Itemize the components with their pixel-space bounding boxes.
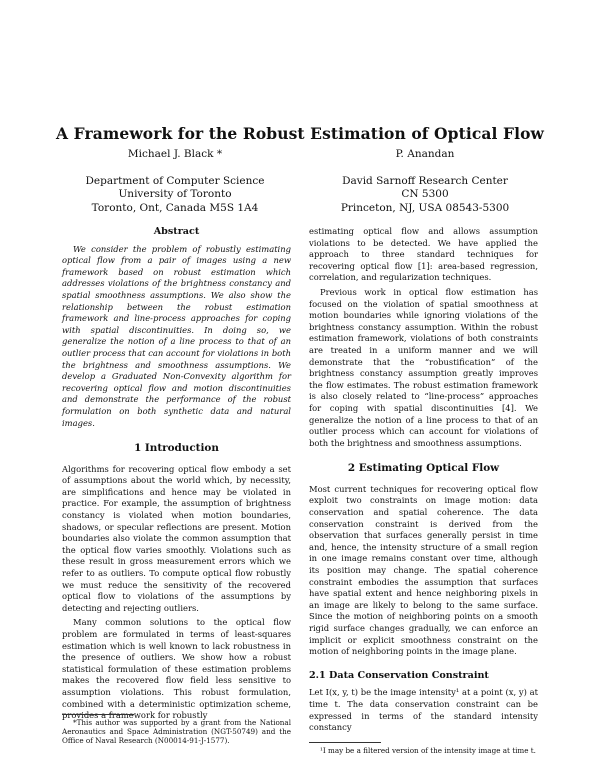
- abstract-text: We consider the problem of robustly estimating optical flow from a pair of images using a new framework based on robust estimation which addresses violations of the brightness constancy and spatial smoothness assumptions. We also show the relationship between the robust estimation framework and line-process approaches for coping with spatial discontinuities. In doing so, we generalize the notion of a line process to that of an outlier process that can account for violations in both the brightness and smoothness assumptions. We develop a Graduated Non-Convexity algorithm for recovering optical flow and motion discontinuities and demonstrate the performance of the robust formulation on both synthetic data and natural images.: [62, 243, 291, 428]
- footnote-rule: [62, 714, 134, 715]
- right-column: [309, 226, 538, 734]
- body-paragraph: Previous work in optical flow estimation has focused on the violation of spatial smoothness at motion boundaries while ignoring violations of the brightness constancy assumption. Within the robust estimation framework, violations of both constraints are treated in a uniform manner and we will demonstrate that the “robustification” of the brightness constancy assumption greatly improves the flow estimates. The robust estimation framework is also closely related to “line-process” approaches for coping with spatial discontinuities [4]. We generalize the notion of a line process to that of an outlier process which can account for violations of both the brightness and smoothness assumptions.: [309, 286, 538, 448]
- affiliation-line: CN 5300: [401, 188, 449, 200]
- affiliation-line: Toronto, Ont, Canada M5S 1A4: [91, 201, 259, 214]
- footnote-intensity: [309, 742, 538, 755]
- footnote-author-support: [62, 714, 291, 746]
- body-paragraph: estimating optical flow and allows assumption violations to be detected. We have applied the approach to three standard techniques for recovering optical flow [1]: area-based regression, correlation, and regularization techniques.: [309, 226, 538, 283]
- author-block-anandan: [310, 148, 540, 215]
- author-block-black: [60, 148, 290, 215]
- affiliation-line: Princeton, NJ, USA 08543-5300: [340, 201, 510, 214]
- body-paragraph: Many common solutions to the optical flow problem are formulated in terms of least-squares estimation which is well known to lack robustness in the presence of outliers. We show how a robust statistical formulation of these estimation problems makes the recovered flow field less sensitive to assumption violations. This robust formulation, combined with a deterministic optimization scheme, provides a framework for robustly: [62, 617, 291, 721]
- body-paragraph: Algorithms for recovering optical flow embody a set of assumptions about the world which, by necessity, are simplifications and hence may be violated in practice. For example, the assumption of brightness constancy is violated when motion boundaries, shadows, or specular reflections are present. Motion boundaries also violate the common assumption that the optical flow varies smoothly. Violations such as these result in gross measurement errors which we refer to as outliers. To compute optical flow robustly we must reduce the sensitivity of the recovered optical flow to violations of the assumptions by detecting and rejecting outliers.: [62, 463, 291, 613]
- affiliation-line: David Sarnoff Research Center: [342, 174, 508, 187]
- author-name: P. Anandan: [395, 148, 455, 160]
- footnote-text: *This author was supported by a grant from the National Aeronautics and Space Administration (NGT-50749) and the Office of Naval Research (N00014-91-J-1577).: [62, 718, 291, 746]
- paper-title: A Framework for the Robust Estimation of Optical Flow: [56, 124, 544, 143]
- left-column: [62, 226, 291, 722]
- section-heading-introduction: 1 Introduction: [134, 442, 219, 455]
- footnote-text: ¹I may be a filtered version of the intensity image at time t.: [320, 746, 536, 755]
- body-paragraph: Most current techniques for recovering optical flow exploit two constraints on image motion: data conservation and spatial coherence. The data conservation constraint is derived from the observation that surfaces generally persist in time and, hence, the intensity structure of a small region in one image remains constant over time, although its position may change. The spatial coherence constraint embodies the assumption that surfaces have spatial extent and hence neighboring pixels in an image are likely to belong to the same surface. Since the motion of neighboring points on a smooth rigid surface changes gradually, we can enforce an implicit or explicit smoothness constraint on the motion of neighboring points in the image plane.: [309, 483, 538, 657]
- affiliation-line: University of Toronto: [118, 188, 232, 200]
- body-paragraph: Let I(x, y, t) be the image intensity¹ at a point (x, y) at time t. The data conservation constraint can be expressed in terms of the standard intensity constancy: [309, 687, 538, 733]
- section-heading-estimating-optical-flow: 2 Estimating Optical Flow: [347, 462, 500, 475]
- author-name: Michael J. Black *: [127, 148, 223, 160]
- affiliation-line: Department of Computer Science: [85, 174, 265, 187]
- subsection-heading-data-conservation: 2.1 Data Conservation Constraint: [309, 669, 489, 681]
- footnote-rule: [309, 742, 381, 743]
- abstract-heading: Abstract: [153, 226, 200, 237]
